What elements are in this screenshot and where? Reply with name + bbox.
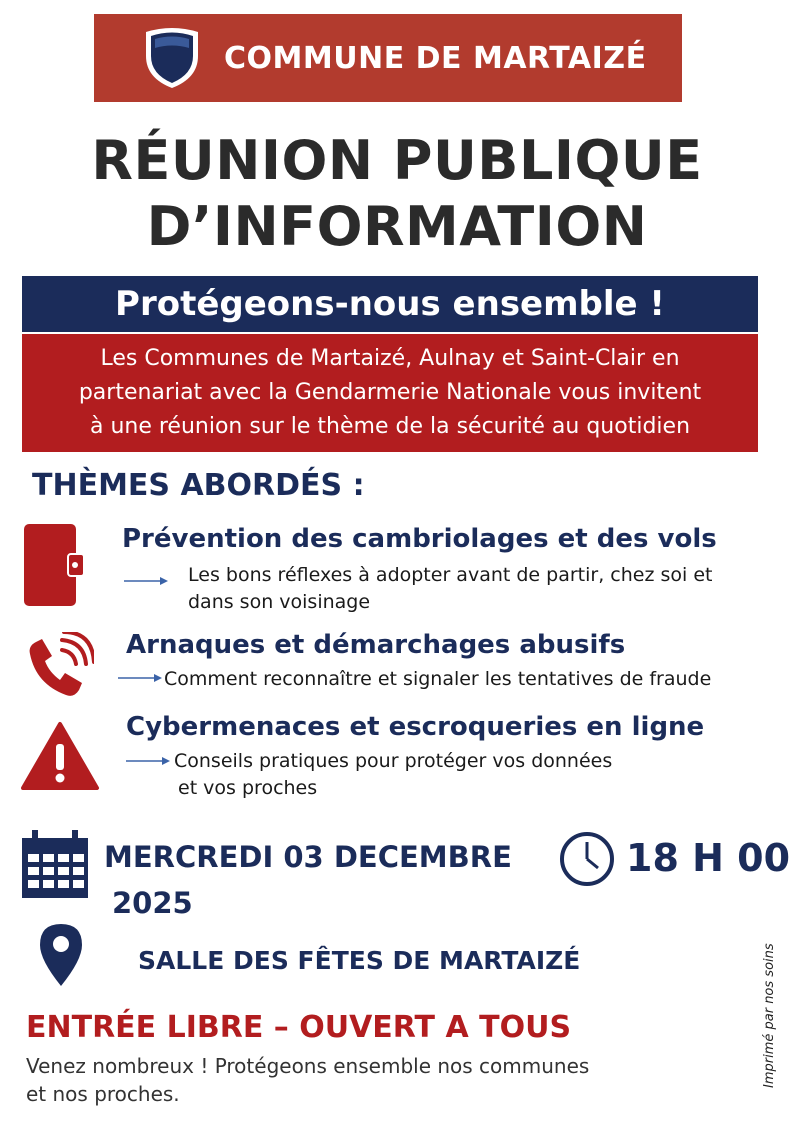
printed-notice: Imprimé par nos soins: [762, 943, 777, 1088]
phone-icon: [22, 632, 94, 704]
commune-banner: [94, 14, 682, 102]
event-year: 2025: [112, 886, 193, 920]
clock-icon: [558, 830, 616, 888]
topic-desc-line: Conseils pratiques pour protéger vos données: [174, 750, 613, 772]
commune-name: COMMUNE DE MARTAIZÉ: [224, 40, 647, 76]
invitation-box: [22, 334, 758, 452]
topic-desc-line: Comment reconnaître et signaler les tentatives de fraude: [164, 668, 712, 690]
warning-icon: [20, 720, 100, 792]
event-time: 18 H 00: [626, 836, 791, 880]
title-line-2: D’INFORMATION: [146, 195, 648, 258]
topic-description: [174, 748, 612, 802]
calendar-icon: [20, 830, 90, 900]
title-line-1: RÉUNION PUBLIQUE: [91, 129, 703, 192]
event-date: MERCREDI 03 DECEMBRE: [104, 840, 512, 874]
event-venue: SALLE DES FÊTES DE MARTAIZÉ: [138, 946, 581, 975]
topic-desc-line: dans son voisinage: [188, 591, 371, 613]
invitation-line-2: partenariat avec la Gendarmerie Nationale vous invitent: [78, 380, 702, 405]
arrow-icon: [126, 756, 170, 766]
topic-title: Arnaques et démarchages abusifs: [126, 630, 626, 660]
location-pin-icon: [38, 922, 84, 988]
entry-notice: ENTRÉE LIBRE – OUVERT A TOUS: [26, 1010, 572, 1045]
invitation-line-1: Les Communes de Martaizé, Aulnay et Saint-Clair en: [100, 346, 680, 371]
themes-heading: THÈMES ABORDÉS :: [32, 468, 365, 503]
subtitle-bar: Protégeons-nous ensemble !: [22, 276, 758, 332]
arrow-icon: [118, 673, 162, 683]
arrow-icon: [124, 576, 168, 586]
page-title: [0, 128, 794, 260]
topic-desc-line: et vos proches: [178, 777, 318, 799]
topic-title: Cybermenaces et escroqueries en ligne: [126, 712, 705, 742]
footer-text: [26, 1052, 626, 1108]
invitation-line-3: à une réunion sur le thème de la sécurité au quotidien: [89, 414, 691, 439]
topic-desc-line: Les bons réflexes à adopter avant de partir, chez soi et: [188, 564, 713, 586]
shield-icon: [142, 26, 202, 90]
topic-description: [188, 562, 712, 616]
topic-description: [164, 666, 711, 693]
topic-title: Prévention des cambriolages et des vols: [122, 524, 717, 554]
wallet-icon: [22, 522, 86, 608]
footer-line-1: Venez nombreux ! Protégeons ensemble nos communes: [26, 1054, 590, 1078]
footer-line-2: et nos proches.: [26, 1082, 180, 1106]
